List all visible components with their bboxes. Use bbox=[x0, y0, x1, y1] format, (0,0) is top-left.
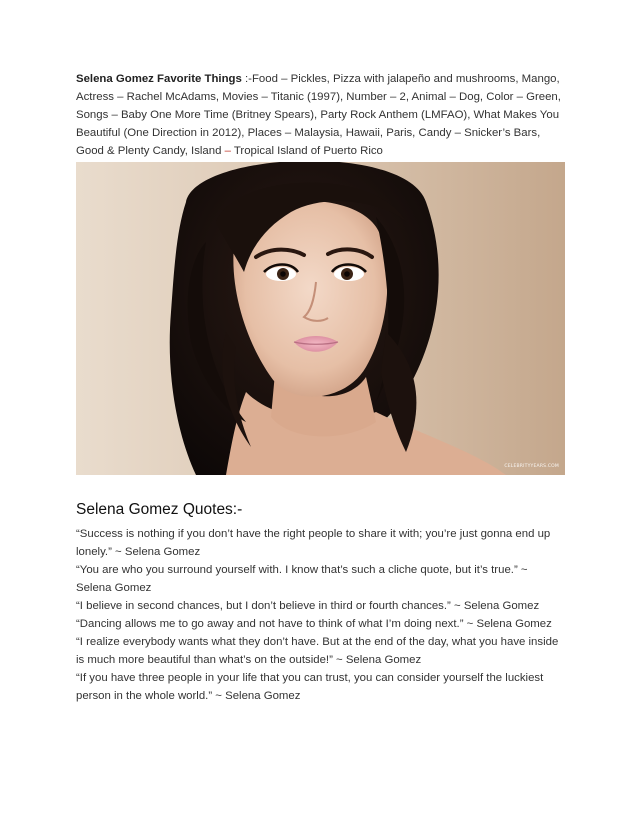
favorite-things-tail: Tropical Island of Puerto Rico bbox=[230, 145, 383, 157]
favorite-things-accent-dash: – bbox=[224, 145, 231, 157]
quote-item: “I realize everybody wants what they don’t have. But at the end of the day, what you have inside is much more beautiful than what’s on the outside!” ~ Selena Gomez bbox=[76, 636, 559, 666]
portrait-photo bbox=[76, 162, 565, 475]
photo-watermark: CELEBRITYYEARS.COM bbox=[504, 464, 559, 469]
quotes-heading: Selena Gomez Quotes:- bbox=[76, 501, 243, 518]
quote-item: “Dancing allows me to go away and not have to think of what I’m doing next.” ~ Selena Gomez bbox=[76, 618, 552, 630]
quote-item: “If you have three people in your life that you can trust, you can consider yourself the luckiest person in the whole world.” ~ Selena Gomez bbox=[76, 672, 544, 702]
quote-item: “You are who you surround yourself with. I know that’s such a cliche quote, but it’s true.” ~ Selena Gomez bbox=[76, 564, 528, 594]
favorite-things-title: Selena Gomez Favorite Things bbox=[76, 73, 242, 85]
quotes-list bbox=[76, 525, 566, 705]
favorite-things-paragraph bbox=[76, 70, 566, 160]
quote-item: “Success is nothing if you don’t have the right people to share it with; you’re just gonna end up lonely.” ~ Selena Gomez bbox=[76, 528, 551, 558]
portrait-illustration bbox=[76, 162, 565, 475]
favorite-things-text: :-Food – Pickles, Pizza with jalapeño and mushrooms, Mango, Actress – Rachel McAdams, Movies – Titanic (1997), Number – 2, Animal – Dog, Color – Green, Songs – Baby One More Time (Britney Spears), Party Rock Anthem (LMFAO), What Makes You Beautiful (One Direction in 2012), Places – Malaysia, Hawaii, Paris, Candy – Snicker’s Bars, Good & Plenty Candy, Island bbox=[76, 73, 561, 157]
quote-item: “I believe in second chances, but I don’t believe in third or fourth chances.” ~ Selena Gomez bbox=[76, 600, 540, 612]
